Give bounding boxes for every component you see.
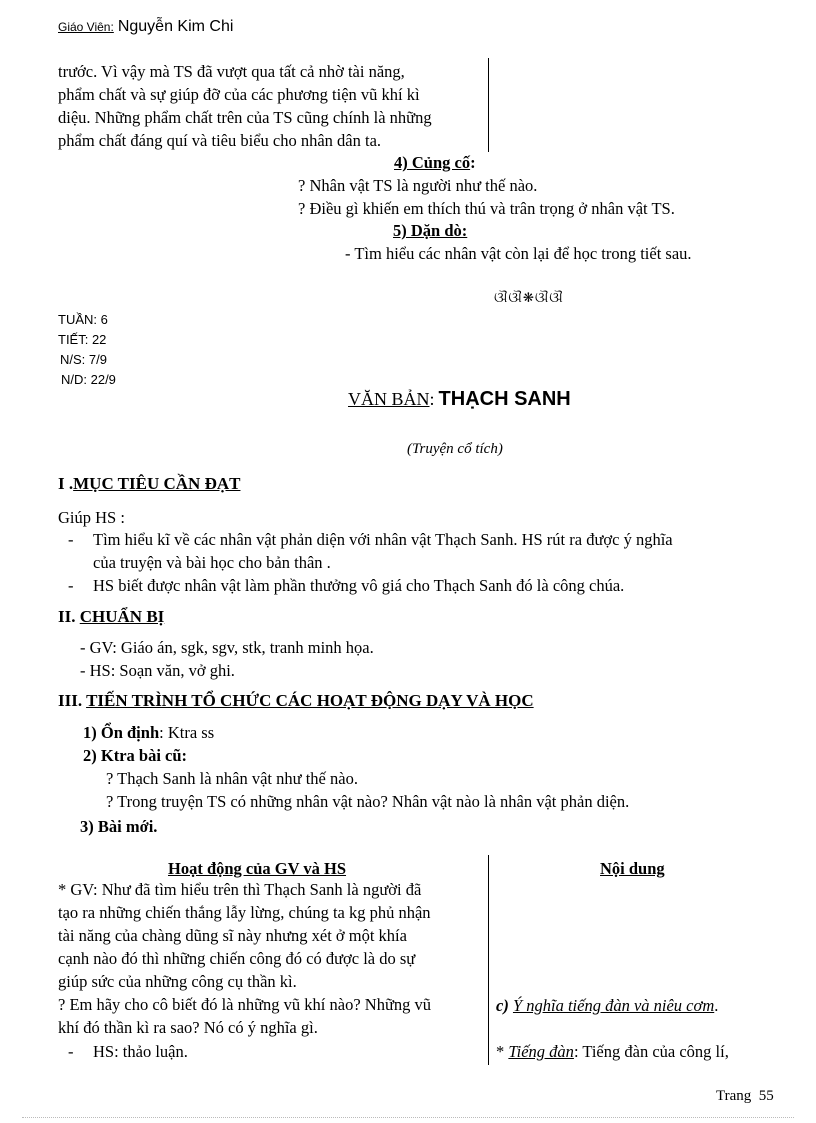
section2-title: CHUẨN BỊ <box>79 607 165 626</box>
top-line: phẩm chất đáng quí và tiêu biểu cho nhân dân ta. <box>58 131 382 150</box>
section3-step2 <box>83 744 187 767</box>
bullet-dash: - <box>68 530 74 549</box>
dan-do-title: 5) Dặn dò: <box>393 221 468 240</box>
right-tiengdan-label: Tiếng đàn <box>508 1042 574 1061</box>
section1-bullet2: HS biết được nhân vật làm phần thưởng vô giá cho Thạch Sanh đó là công chúa. <box>93 576 625 595</box>
section1-bullet1-line1: Tìm hiểu kĩ về các nhân vật phản diện với nhân vật Thạch Sanh. HS rút ra được ý nghĩa <box>93 530 673 549</box>
column-divider-top <box>488 58 489 152</box>
top-block <box>58 60 432 152</box>
table-left-line: khí đó thần kì ra sao? Nó có ý nghĩa gì. <box>58 1018 318 1037</box>
table-left-content <box>58 878 431 1039</box>
page-number: Trang 55 <box>716 1088 774 1104</box>
title-prefix: VĂN BẢN <box>348 389 430 409</box>
lesson-week: TUẦN: 6 <box>58 312 108 327</box>
lesson-period: TIẾT: 22 <box>58 332 107 347</box>
header <box>58 18 233 36</box>
table-left-line: tạo ra những chiến thắng lẫy lừng, chúng ta kg phủ nhận <box>58 903 431 922</box>
section3-num: III. <box>58 691 83 710</box>
right-c-label: c) <box>496 996 509 1015</box>
table-left-line: giúp sức của những công cụ thần kì. <box>58 972 297 991</box>
teacher-sep: : <box>110 20 114 34</box>
section2-gv: - GV: Giáo án, sgk, sgv, stk, tranh minh họa. <box>80 638 374 657</box>
table-left-line: * GV: Như đã tìm hiểu trên thì Thạch Sanh là người đã <box>58 880 422 899</box>
dan-do-item: - Tìm hiểu các nhân vật còn lại để học trong tiết sau. <box>345 244 692 263</box>
footer-rule <box>22 1117 794 1118</box>
table-right-tiengdan <box>496 1040 729 1063</box>
section2-heading <box>58 605 164 628</box>
column-divider-table <box>488 855 489 1065</box>
bullet-dash: - <box>68 1042 74 1061</box>
step1-label: 1) Ổn định <box>83 723 160 742</box>
teacher-label: Giáo Viên <box>58 20 111 34</box>
title-genre: (Truyện cổ tích) <box>407 441 503 457</box>
table-left-line: tài năng của chàng dũng sĩ này nhưng xét ở một khía <box>58 926 407 945</box>
title-name: THẠCH SANH <box>438 388 571 410</box>
table-right-c <box>496 994 718 1017</box>
lesson-prep-date: N/S: 7/9 <box>60 352 107 367</box>
section3-title: TIẾN TRÌNH TỔ CHỨC CÁC HOẠT ĐỘNG DẠY VÀ HỌC <box>86 691 534 710</box>
section1-title: MỤC TIÊU CẦN ĐẠT <box>73 474 241 493</box>
section1-intro: Giúp HS : <box>58 508 125 527</box>
page-title <box>348 388 571 411</box>
section3-question2: ? Trong truyện TS có những nhân vật nào? Nhân vật nào là nhân vật phản diện. <box>106 792 630 811</box>
section2-hs: - HS: Soạn văn, vở ghi. <box>80 661 235 680</box>
table-left-line: cạnh nào đó thì những chiến công đó có được là do sự <box>58 949 416 968</box>
step2-label: 2) Ktra bài cũ <box>83 746 182 765</box>
bullet-dash: - <box>68 576 74 595</box>
section3-step1 <box>83 721 214 744</box>
top-line: trước. Vì vậy mà TS đã vượt qua tất cả nhờ tài năng, <box>58 62 405 81</box>
section1-bullet1-line2: của truyện và bài học cho bản thân . <box>93 553 331 572</box>
cung-co-title-text: 4) Củng cố <box>394 153 471 172</box>
section3-question1: ? Thạch Sanh là nhân vật như thế nào. <box>106 769 358 788</box>
cung-co-title <box>394 151 476 174</box>
step2-colon: : <box>181 746 188 765</box>
teacher-name: Nguyễn Kim Chi <box>117 18 234 35</box>
table-right-header: Nội dung <box>600 859 665 878</box>
right-c-dot: . <box>714 996 719 1015</box>
right-tiengdan-text: : Tiếng đàn của công lí, <box>573 1042 729 1061</box>
table-left-bullet: HS: thảo luận. <box>93 1042 188 1061</box>
cung-co-question-2: ? Điều gì khiến em thích thú và trân trọng ở nhân vật TS. <box>298 199 675 218</box>
step1-text: : Ktra ss <box>159 723 215 742</box>
ornament-icon: ଔଔ❋ଔଔ <box>494 289 564 305</box>
section3-heading <box>58 689 534 712</box>
right-star: * <box>496 1042 505 1061</box>
lesson-teach-date: N/D: 22/9 <box>61 372 116 387</box>
lesson-info <box>58 310 116 390</box>
cung-co-question-1: ? Nhân vật TS là người như thế nào. <box>298 176 538 195</box>
table-left-line: ? Em hãy cho cô biết đó là những vũ khí nào? Những vũ <box>58 995 432 1014</box>
cung-co-colon: : <box>470 153 476 172</box>
table-left-header: Hoạt động của GV và HS <box>168 859 347 878</box>
right-c-text: Ý nghĩa tiếng đàn và niêu cơm <box>512 996 715 1015</box>
title-colon: : <box>429 389 435 409</box>
top-line: diệu. Những phẩm chất trên của TS cũng chính là những <box>58 108 432 127</box>
section1-num: I . <box>58 474 74 493</box>
top-line: phẩm chất và sự giúp đỡ của các phương tiện vũ khí kì <box>58 85 420 104</box>
section3-step3: 3) Bài mới. <box>80 817 158 836</box>
section2-num: II. <box>58 607 76 626</box>
section1-heading <box>58 472 240 495</box>
